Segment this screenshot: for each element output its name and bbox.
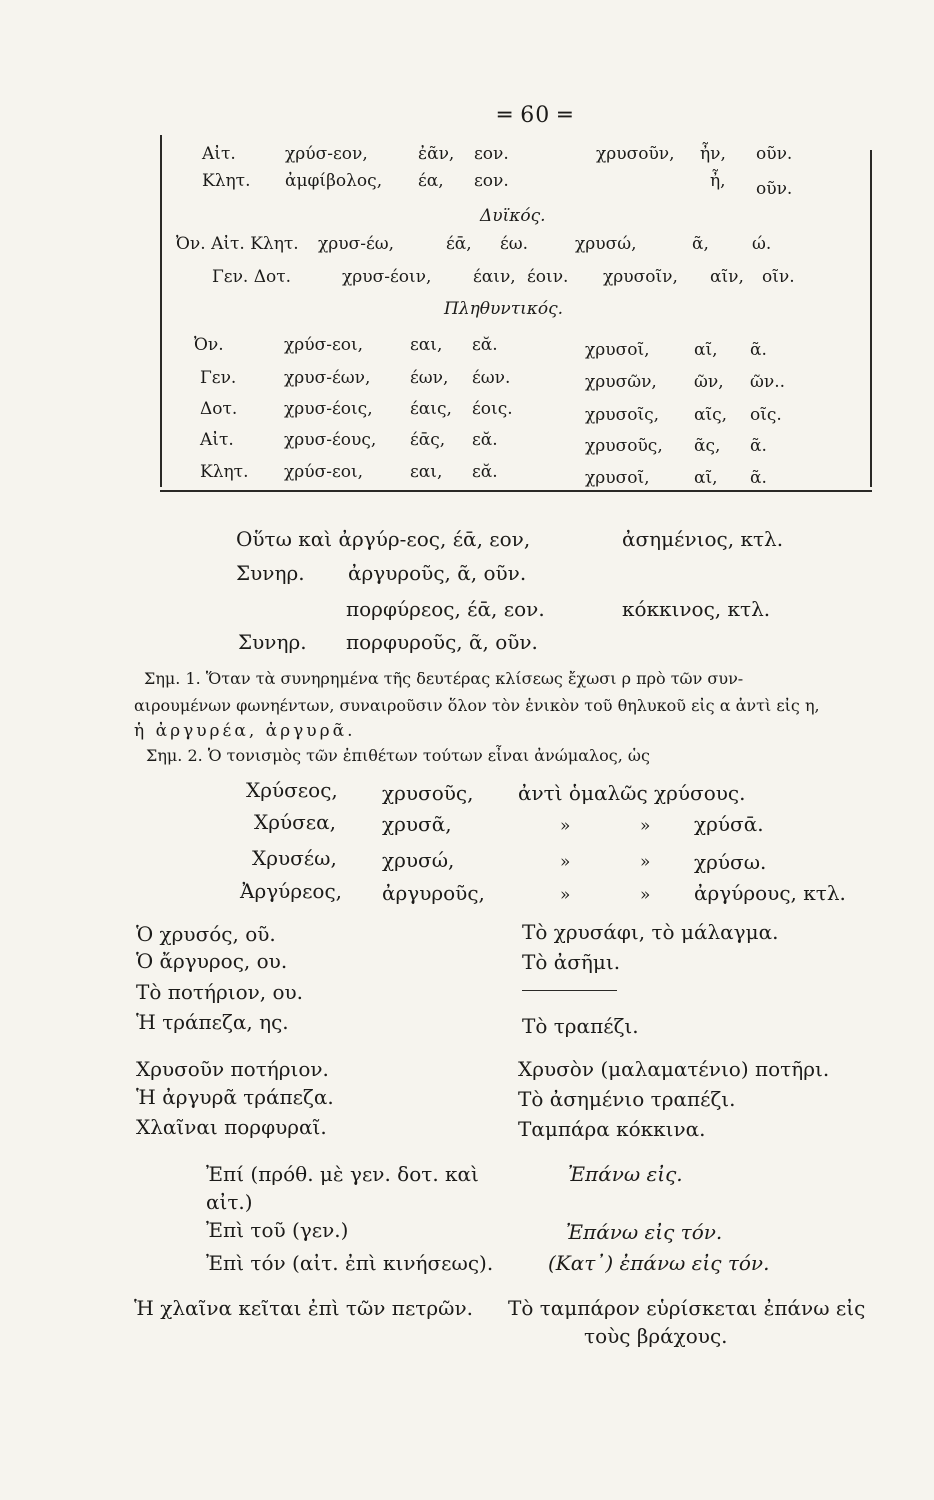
vocab-left-item: Ὁ ἄργυρος, ου. [136,949,288,973]
case-label: Δοτ. [200,399,238,419]
phrase-right: Τὸ ἀσημένιο τραπέζι. [518,1087,736,1111]
case-label: Αἰτ. [200,430,234,450]
table-cell: χρυσ-έους, [284,430,377,450]
prep-line: Ἐπάνω εἰς. [568,1162,683,1186]
phrase-right: Χρυσὸν (μαλαματένιο) ποτῆρι. [518,1057,830,1081]
prep-line: αἰτ.) [206,1190,253,1214]
table-cell: χρυσοῦς, [585,436,663,456]
table-left-rule [160,135,162,487]
table-cell: αῖς, [694,405,728,425]
table-cell: οῦν. [756,179,793,199]
table-cell: έω. [500,234,529,254]
ditto-mark: » [640,816,651,836]
table-cell: αῖ, [694,340,718,360]
table-cell: χρυσοῖν, [603,267,678,287]
table-cell: έοις. [472,399,513,419]
note-1-line: ἡ ἀργυρέα, ἀργυρᾶ. [134,721,356,741]
table-cell: έων, [410,368,449,388]
note-2-cell: χρύσᾱ. [694,812,764,836]
case-label: Αἰτ. [202,144,236,164]
table-cell: ᾶ. [750,340,767,360]
table-cell: ῶν, [694,372,724,392]
table-cell: χρυσοῖ, [585,468,650,488]
vocab-left-item: Ἡ τράπεζα, ης. [136,1010,289,1034]
table-right-rule [870,150,872,487]
note-2-cell: χρυσώ, [382,848,455,872]
phrase-left: Ἡ ἀργυρᾶ τράπεζα. [136,1085,334,1109]
vocab-right-item: Τὸ χρυσάφι, τὸ μάλαγμα. [522,920,779,944]
table-cell: έᾱ, [446,234,472,254]
table-cell: αῖν, [710,267,744,287]
note-2-cell: χρύσω. [694,850,767,874]
note-2-cell: ἀργυροῦς, [382,881,485,905]
table-cell: εαι, [410,335,443,355]
table-cell: ᾶς, [694,436,721,456]
table-cell: αῖ, [694,468,718,488]
table-cell: έοιν. [527,267,569,287]
example-line: ἀσημένιος, κτλ. [622,527,784,551]
example-line: Οὕτω καὶ ἀργύρ-εος, έᾱ, εον, [236,527,531,551]
ditto-mark: » [640,885,651,905]
table-cell: ῶν.. [750,372,786,392]
table-cell: οῦν. [756,144,793,164]
table-cell: ᾶ, [692,234,709,254]
table-cell: ἦ, [710,171,726,191]
table-cell: χρύσ-εοι, [284,335,364,355]
example-line: κόκκινος, κτλ. [622,597,771,621]
table-cell: ἐᾶν, [418,144,455,164]
example-label: Συνηρ. [236,561,305,585]
phrase-left: Χλαῖναι πορφυραῖ. [136,1115,327,1139]
note-1-line: Σημ. 1. Ὅταν τὰ συνηρημένα τῆς δευτέρας κλίσεως ἔχωσι ρ πρὸ τῶν συν- [144,669,744,688]
dual-heading: Δυϊκός. [480,206,546,226]
note-2-line: Σημ. 2. Ὁ τονισμὸς τῶν ἐπιθέτων τούτων εἶναι ἀνώμαλος, ὡς [146,746,650,765]
table-cell: ἦν, [700,144,726,164]
page-number-left-dash: ═ [497,103,521,128]
vocab-right-item: Τὸ ἀσῆμι. [522,950,621,974]
table-cell: χρυσ-έοιν, [342,267,432,287]
table-cell: χρυσ-έοις, [284,399,373,419]
table-cell: έων. [472,368,511,388]
table-cell: χρυσοῦν, [596,144,675,164]
vocab-right-item: Τὸ τραπέζι. [522,1014,639,1038]
example-label: Συνηρ. [238,630,307,654]
table-cell: χρυσοῖ, [585,340,650,360]
final-sentence-left: Ἡ χλαῖνα κεῖται ἐπὶ τῶν πετρῶν. [134,1296,473,1320]
table-cell: χρυσ-έων, [284,368,371,388]
table-cell: οῖς. [750,405,782,425]
table-cell: εαι, [410,462,443,482]
page-number-value: 60 [520,103,551,128]
table-cell: έα, [418,171,444,191]
note-2-cell: Χρύσεα, [254,810,337,834]
note-2-cell: Χρύσεος, [246,778,338,802]
table-cell: εᾰ. [472,430,498,450]
table-cell: ώ. [752,234,772,254]
table-cell: οῖν. [762,267,795,287]
ditto-mark: » [560,885,571,905]
table-cell: εον. [474,144,509,164]
prep-line: Ἐπὶ τοῦ (γεν.) [206,1218,349,1242]
table-cell: έᾱς, [410,430,446,450]
table-cell: έαις, [410,399,452,419]
note-2-cell: χρυσοῦς, [382,781,474,805]
table-cell: χρυσ-έω, [318,234,395,254]
table-cell: ᾶ. [750,468,767,488]
note-2-cell: Χρυσέω, [252,846,337,870]
case-label: Ὀν. [194,335,224,355]
table-cell: εον. [474,171,509,191]
vocab-left-item: Ὁ χρυσός, οῦ. [136,922,276,946]
note-2-cell: ἀργύρους, κτλ. [694,881,846,905]
prep-line: Ἐπὶ τόν (αἰτ. ἐπὶ κινήσεως). [206,1251,494,1275]
final-sentence-right: Τὸ ταμπάρον εὑρίσκεται ἐπάνω εἰς [508,1296,866,1320]
phrase-left: Χρυσοῦν ποτήριον. [136,1057,329,1081]
example-line: πορφύρεος, έᾱ, εον. [346,597,545,621]
case-label: Γεν. Δοτ. [212,267,292,287]
case-label: Ὀν. Αἰτ. Κλητ. [176,234,299,254]
ditto-mark: » [640,852,651,872]
final-sentence-right: τοὺς βράχους. [584,1324,728,1348]
table-bottom-rule [160,490,872,492]
note-2-cell: ἀντὶ ὁμαλῶς χρύσους. [518,781,746,805]
table-cell: ᾶ. [750,436,767,456]
vocab-left-item: Τὸ ποτήριον, ου. [136,980,304,1004]
page-number-right-dash: ═ [550,103,573,128]
vocab-blank-rule [522,990,617,991]
prep-line: Ἐπάνω εἰς τόν. [566,1220,723,1244]
table-cell: έαιν, [473,267,516,287]
note-2-cell: Ἀργύρεος, [240,879,343,903]
table-cell: εᾰ. [472,335,498,355]
note-1-line: αιρουμένων φωνηέντων, συναιροῦσιν ὅλον τὸν ἑνικὸν τοῦ θηλυκοῦ εἰς α ἀντὶ εἰς η, [134,696,820,715]
case-label: Κλητ. [202,171,251,191]
phrase-right: Ταμπάρα κόκκινα. [518,1117,706,1141]
prep-line: (Κατ᾽) ἐπάνω εἰς τόν. [548,1251,770,1275]
example-line: ἀργυροῦς, ᾶ, οῦν. [348,561,527,585]
note-2-cell: χρυσᾶ, [382,812,452,836]
example-line: πορφυροῦς, ᾶ, οῦν. [346,630,538,654]
table-cell: χρύσ-εοι, [284,462,364,482]
table-cell: εᾰ. [472,462,498,482]
table-cell: χρυσῶν, [585,372,657,392]
prep-line: Ἐπί (πρόθ. μὲ γεν. δοτ. καὶ [206,1162,479,1186]
ditto-mark: » [560,816,571,836]
case-label: Κλητ. [200,462,249,482]
table-cell: χρύσ-εον, [285,144,368,164]
table-cell: χρυσώ, [575,234,637,254]
plural-heading: Πληθυντικός. [444,299,564,319]
table-cell: ἀμφίβολος, [285,171,383,191]
case-label: Γεν. [200,368,237,388]
table-cell: χρυσοῖς, [585,405,660,425]
ditto-mark: » [560,852,571,872]
